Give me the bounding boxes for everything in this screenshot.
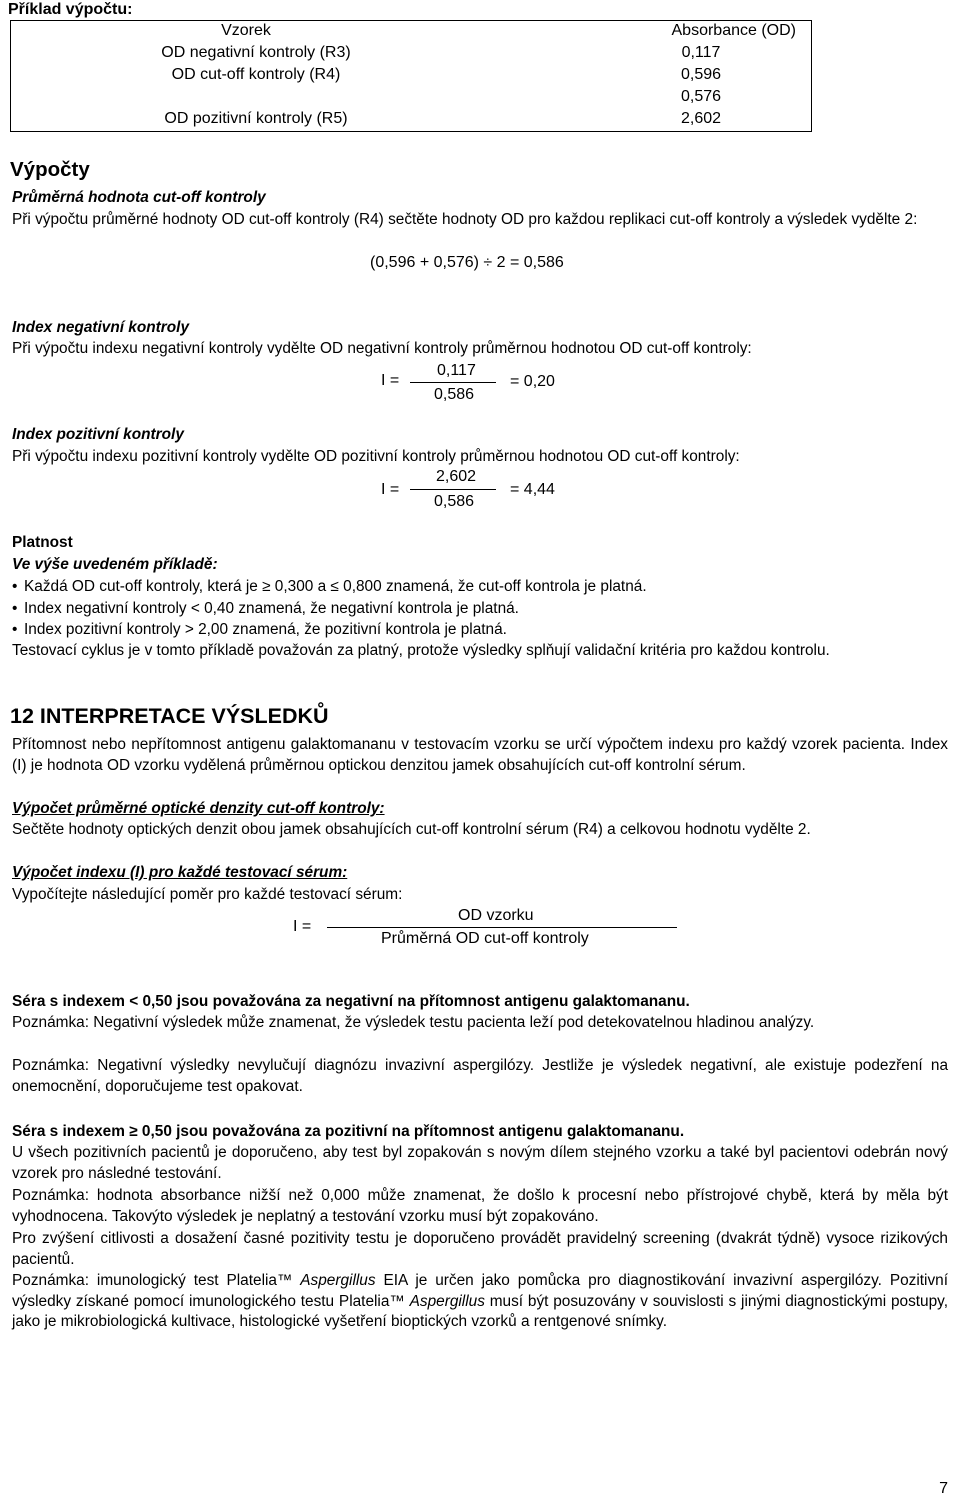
formula-numerator: OD vzorku — [458, 907, 534, 924]
validity-heading: Platnost — [12, 534, 73, 551]
interpretation-heading: 12 INTERPRETACE VÝSLEDKŮ — [10, 704, 329, 728]
row-value: 0,576 — [680, 88, 722, 105]
table-row — [11, 87, 811, 109]
neg-fraction-line — [410, 382, 496, 383]
neg-index-text: Při výpočtu indexu negativní kontroly vydělte OD negativní kontroly průměrnou hodnotou OD cut-off kontroly: — [12, 340, 752, 357]
validity-conclusion: Testovací cyklus je v tomto příkladě považován za platný, protože výsledky splňují validační kritéria pro každou kontrolu. — [12, 642, 830, 659]
table-row — [11, 65, 811, 87]
formula-i-label: I = — [293, 918, 312, 935]
pos-i-label: I = — [381, 481, 400, 498]
index-text: Vypočítejte následující poměr pro každé testovací sérum: — [12, 886, 403, 903]
neg-denominator: 0,586 — [434, 386, 475, 403]
validity-bullet: • Index pozitivní kontroly > 2,00 znamená, že pozitivní kontrola je platná. — [12, 621, 507, 638]
mean-formula: (0,596 + 0,576) ÷ 2 = 0,586 — [370, 254, 564, 271]
validity-subheading: Ve výše uvedeném příkladě: — [12, 556, 218, 573]
pos-paragraph-1: U všech pozitivních pacientů je doporučeno, aby test byl zopakován s novým dílem stejného vzorku a také byl pacientovi odebrán nový vzorek pro následné testování. — [12, 1144, 948, 1182]
formula-fraction-line — [327, 927, 677, 928]
pos-fraction-line — [410, 489, 496, 490]
pos-result: = 4,44 — [510, 481, 555, 498]
pos-result-heading: Séra s indexem ≥ 0,50 jsou považována za pozitivní na přítomnost antigenu galaktomananu. — [12, 1123, 685, 1140]
table-row — [11, 109, 811, 131]
example-title: Příklad výpočtu: — [8, 1, 133, 18]
pos-paragraph-4: Poznámka: imunologický test Platelia™ Aspergillus EIA je určen jako pomůcka pro diagnostikování invazivní aspergilózy. Pozitivní výsledky získané pomocí imunologického testu Platelia™ Aspergillus musí být posuzovány v souvislosti s jinými diagnostickými postupy, jako je mikrobiologická kultivace, histologické vyšetření bioptických vzorků a rentgenové snímky. — [12, 1272, 949, 1330]
header-absorbance: Absorbance (OD) — [671, 22, 796, 39]
pos-numerator: 2,602 — [436, 468, 477, 485]
pos-index-heading: Index pozitivní kontroly — [12, 426, 184, 443]
neg-index-heading: Index negativní kontroly — [12, 319, 190, 336]
validity-bullet: • Každá OD cut-off kontroly, která je ≥ 0,300 a ≤ 0,800 znamená, že cut-off kontrola je platná. — [12, 578, 647, 595]
neg-note-2: Poznámka: Negativní výsledky nevylučují diagnózu invazivní aspergilózy. Jestliže je výsledek negativní, ale existuje podezření na onemocnění, doporučujeme test opakovat. — [12, 1057, 948, 1095]
row-label: OD pozitivní kontroly (R5) — [164, 110, 348, 127]
header-sample: Vzorek — [221, 22, 271, 39]
neg-numerator: 0,117 — [437, 362, 476, 379]
validity-bullet: • Index negativní kontroly < 0,40 znamená, že negativní kontrola je platná. — [12, 600, 519, 617]
pos-paragraph-2: Poznámka: hodnota absorbance nižší než 0,000 může znamenat, že došlo k procesní nebo přístrojové chybě, která by měla být vyhodnocena. Takovýto výsledek je neplatný a testování vzorku musí být zopakováno. — [12, 1187, 948, 1225]
pos-denominator: 0,586 — [434, 493, 475, 510]
formula-denominator: Průměrná OD cut-off kontroly — [381, 930, 589, 947]
mean-od-text: Sečtěte hodnoty optických denzit obou jamek obsahujících cut-off kontrolní sérum (R4) a celkovou hodnotu vydělte 2. — [12, 821, 811, 838]
neg-result: = 0,20 — [510, 373, 555, 390]
neg-result-heading: Séra s indexem < 0,50 jsou považována za negativní na přítomnost antigenu galaktomananu. — [12, 993, 690, 1010]
index-heading: Výpočet indexu (I) pro každé testovací sérum: — [12, 864, 348, 881]
table-row — [11, 43, 811, 65]
row-value: 2,602 — [680, 110, 722, 127]
interpretation-intro: Přítomnost nebo nepřítomnost antigenu galaktomananu v testovacím vzorku se určí výpočtem indexu pro každý vzorek pacienta. Index (I) je hodnota OD vzorku vydělená průměrnou optickou denzitou jamek obsahujících cut-off kontrolní sérum. — [12, 736, 948, 774]
row-label: OD cut-off kontroly (R4) — [171, 66, 341, 83]
pos-paragraph-3: Pro zvýšení citlivosti a dosažení časné pozitivity testu je doporučeno provádět pravidelný screening (dvakrát týdně) vysoce rizikových pacientů. — [12, 1230, 948, 1268]
neg-i-label: I = — [381, 372, 400, 389]
mean-heading: Průměrná hodnota cut-off kontroly — [12, 189, 266, 206]
row-value: 0,117 — [681, 44, 721, 61]
page-number: 7 — [939, 1480, 948, 1497]
calc-heading: Výpočty — [10, 158, 90, 181]
mean-od-heading: Výpočet průměrné optické denzity cut-off kontroly: — [12, 800, 385, 817]
absorbance-table — [10, 20, 812, 132]
mean-text: Při výpočtu průměrné hodnoty OD cut-off kontroly (R4) sečtěte hodnoty OD pro každou replikaci cut-off kontroly a výsledek vydělte 2: — [12, 211, 918, 228]
pos-index-text: Při výpočtu indexu pozitivní kontroly vydělte OD pozitivní kontroly průměrnou hodnotou OD cut-off kontroly: — [12, 448, 740, 465]
row-label: OD negativní kontroly (R3) — [161, 44, 351, 61]
table-header-row — [11, 21, 811, 43]
neg-note-1: Poznámka: Negativní výsledek může znamenat, že výsledek testu pacienta leží pod detekovatelnou hladinou analýzy. — [12, 1014, 815, 1031]
row-value: 0,596 — [680, 66, 722, 83]
